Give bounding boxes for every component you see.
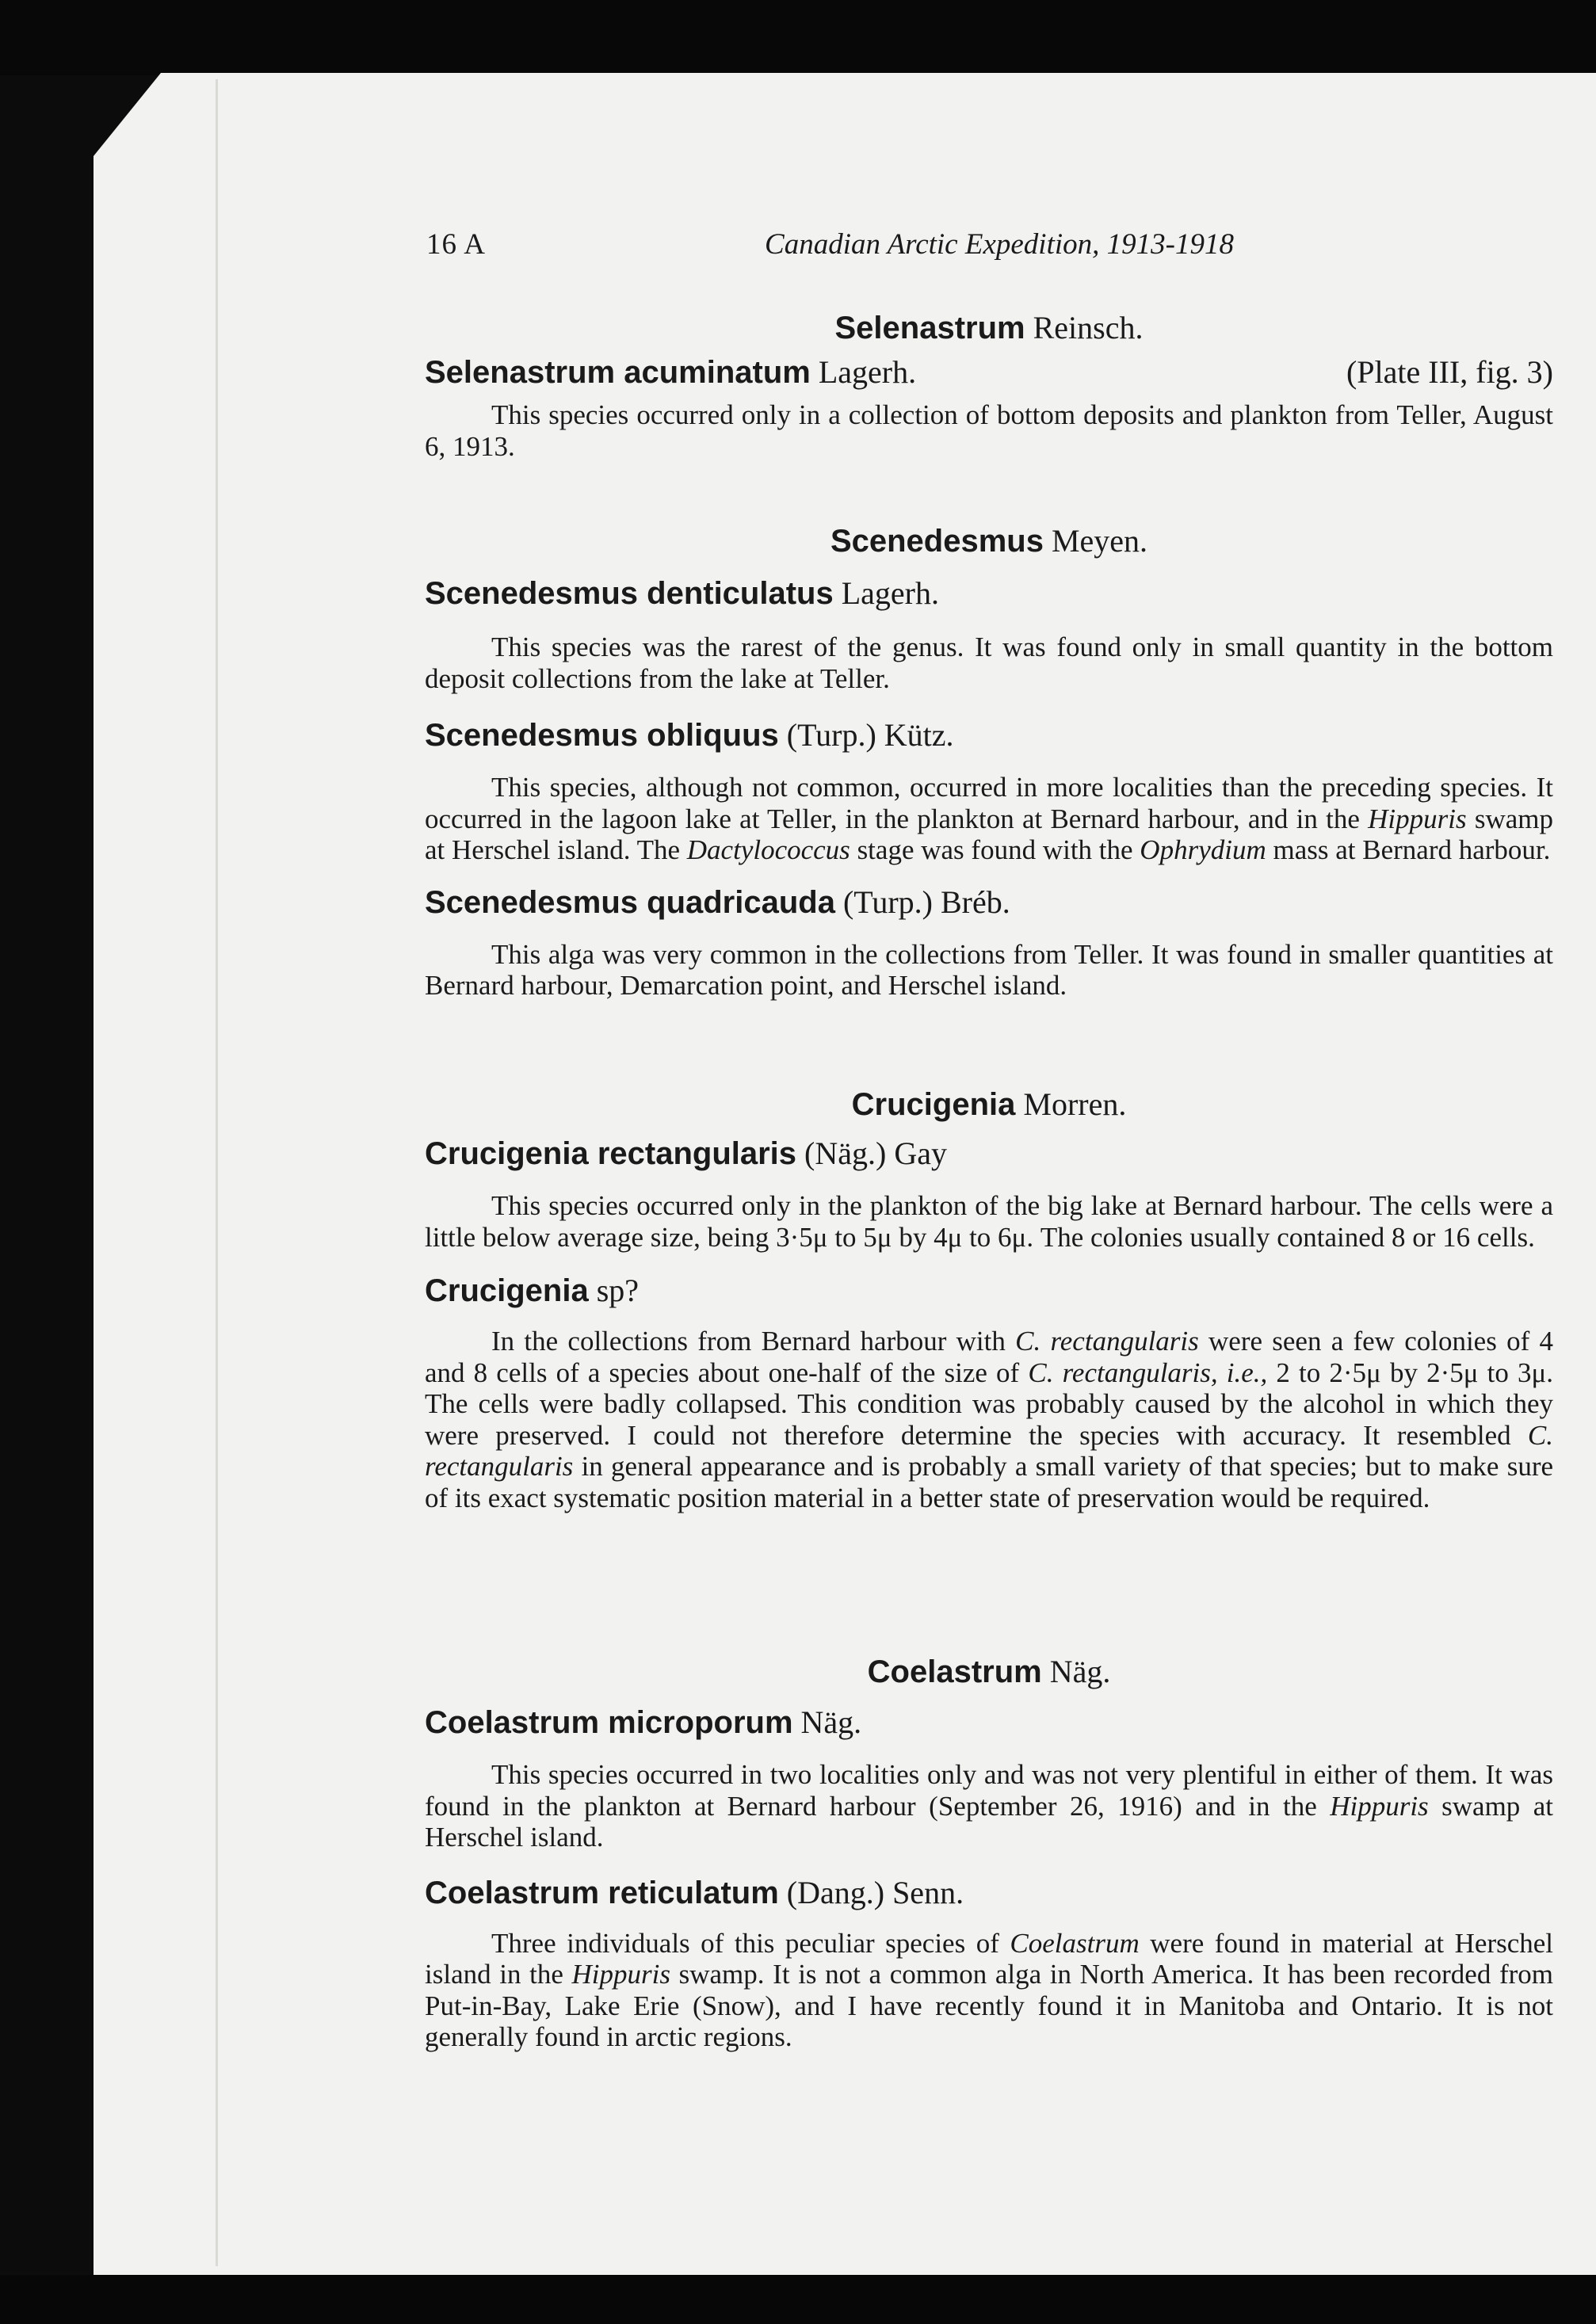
page-header — [426, 227, 1572, 267]
species-heading: Coelastrum microporum Näg. — [425, 1704, 862, 1740]
species-description: This species was the rarest of the genus. It was found only in small quantity in the bottom deposit collections from the lake at Teller. — [425, 632, 1553, 694]
species-description: This species occurred only in a collection of bottom deposits and plankton from Teller, August 6, 1913. — [425, 399, 1553, 462]
genus-heading: Coelastrum Näg. — [867, 1654, 1111, 1689]
page-fold-line — [216, 79, 218, 2266]
species-heading: Selenastrum acuminatum Lagerh. (Plate III, fig. 3) — [425, 350, 1553, 395]
scan-top-border — [0, 0, 1596, 75]
section-coelastrum — [425, 1650, 1553, 2053]
section-crucigenia — [425, 1082, 1553, 1513]
genus-heading: Crucigenia Morren. — [851, 1086, 1127, 1122]
species-description: This species, although not common, occurred in more localities than the preceding species. It occurred in the lagoon lake at Teller, in the plankton at Bernard harbour, and in the Hippuris swamp at Herschel island. The Dactylococcus stage was found with the Ophrydium mass at Bernard harbour. — [425, 772, 1553, 865]
page-number: 16 A — [426, 228, 486, 261]
species-heading: Crucigenia sp? — [425, 1273, 640, 1308]
plate-reference: (Plate III, fig. 3) — [1346, 354, 1553, 390]
species-description: This species occurred only in the plankton of the big lake at Bernard harbour. The cells were a little below average size, being 3·5μ to 5μ by 4μ to 6μ. The colonies usually contained 8 or 16 cells. — [425, 1190, 1553, 1253]
species-heading: Crucigenia rectangularis (Näg.) Gay — [425, 1135, 947, 1171]
genus-heading: Scenedesmus Meyen. — [830, 523, 1148, 559]
genus-heading: Selenastrum Reinsch. — [834, 310, 1144, 345]
section-scenedesmus — [425, 519, 1553, 1002]
section-selenastrum — [425, 306, 1553, 462]
species-description: This species occurred in two localities only and was not very plentiful in either of them. It was found in the plankton at Bernard harbour (September 26, 1916) and in the Hippuris swamp at Herschel island. — [425, 1759, 1554, 1853]
species-heading: Scenedesmus obliquus (Turp.) Kütz. — [425, 717, 954, 753]
running-title: Canadian Arctic Expedition, 1913-1918 — [765, 228, 1234, 261]
species-heading: Scenedesmus quadricauda (Turp.) Bréb. — [425, 883, 1010, 920]
scan-bottom-border — [0, 2275, 1596, 2324]
species-description: Three individuals of this peculiar species of Coelastrum were found in material at Herschel island in the Hippuris swamp. It is not a common alga in North America. It has been recorded from Put-in-Bay, Lake Erie (Snow), and I have recently found it in Manitoba and Ontario. It is not generally found in arctic regions. — [425, 1927, 1554, 2052]
species-heading: Coelastrum reticulatum (Dang.) Senn. — [425, 1874, 964, 1910]
species-description: This alga was very common in the collections from Teller. It was found in smaller quantities at Bernard harbour, Demarcation point, and Herschel island. — [425, 938, 1553, 1001]
species-description: In the collections from Bernard harbour with C. rectangularis were seen a few colonies of 4 and 8 cells of a species about one-half of the size of C. rectangularis, i.e., 2 to 2·5μ by 2·5μ to 3μ. The cells were badly collapsed. This condition was probably caused by the alcohol in which they were preserved. I could not therefore determine the species with accuracy. It resembled C. rectangularis in general appearance and is probably a small variety of that species; but to make sure of its exact systematic position material in a better state of preservation would be required. — [425, 1326, 1554, 1513]
species-heading: Scenedesmus denticulatus Lagerh. — [425, 575, 939, 611]
